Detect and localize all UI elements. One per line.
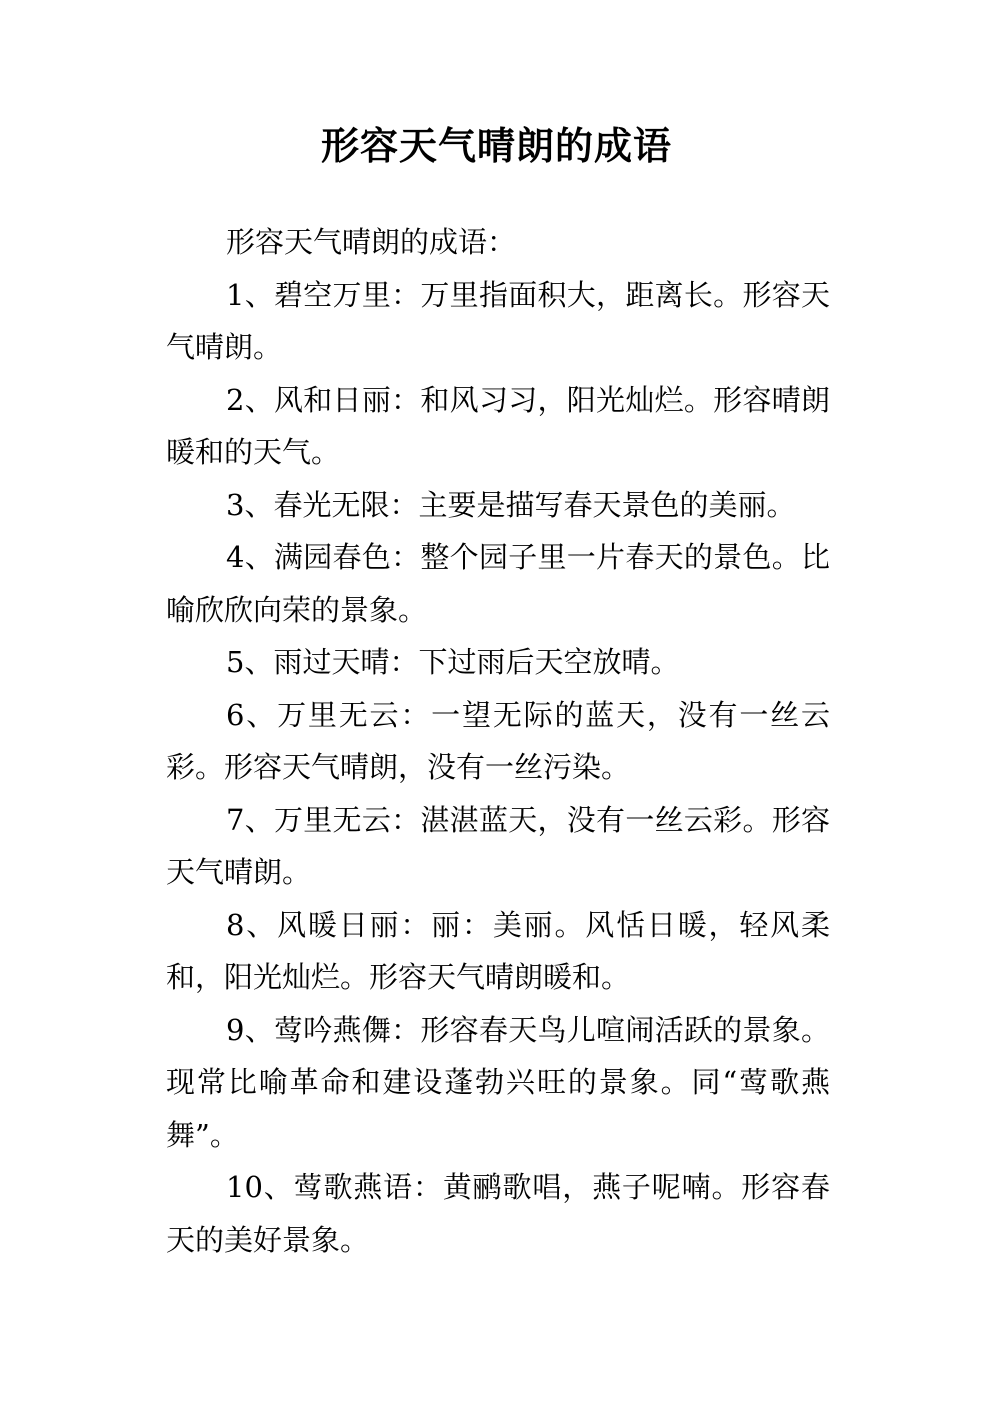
- document-title: 形容天气晴朗的成语: [320, 124, 672, 168]
- idiom-item-2: 2、风和日丽：和风习习，阳光灿烂。形容晴朗暖和的天气。: [166, 382, 830, 469]
- idiom-item-1: 1、碧空万里：万里指面积大，距离长。形容天气晴朗。: [166, 277, 830, 364]
- intro-paragraph: 形容天气晴朗的成语：: [226, 225, 517, 259]
- idiom-item-5: 5、雨过天晴：下过雨后天空放晴。: [226, 645, 680, 679]
- idiom-item-9: 9、莺吟燕儛：形容春天鸟儿喧闹活跃的景象。现常比喻革命和建设蓬勃兴旺的景象。同“莺歌燕舞”。: [166, 1012, 830, 1152]
- idiom-item-8: 8、风暖日丽：丽：美丽。风恬日暖，轻风柔和，阳光灿烂。形容天气晴朗暖和。: [166, 907, 830, 994]
- idiom-item-3: 3、春光无限：主要是描写春天景色的美丽。: [226, 487, 796, 522]
- idiom-item-7: 7、万里无云：湛湛蓝天，没有一丝云彩。形容天气晴朗。: [166, 802, 830, 889]
- idiom-item-10: 10、莺歌燕语：黄鹂歌唱，燕子呢喃。形容春天的美好景象。: [166, 1170, 830, 1257]
- idiom-item-4: 4、满园春色：整个园子里一片春天的景色。比喻欣欣向荣的景象。: [166, 540, 830, 627]
- document-body: [166, 216, 830, 1266]
- idiom-item-6: 6、万里无云：一望无际的蓝天，没有一丝云彩。形容天气晴朗，没有一丝污染。: [166, 697, 830, 784]
